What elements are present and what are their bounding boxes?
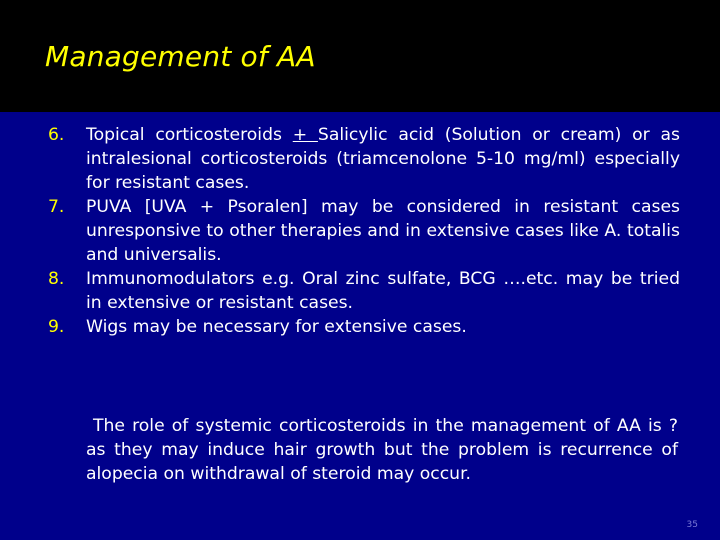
slide-body (0, 112, 720, 540)
list-item-text-start: Topical corticosteroids (86, 125, 293, 145)
list-item-number: 7. (48, 197, 65, 217)
page-number: 35 (686, 520, 698, 530)
list-item-text (86, 123, 680, 195)
list-item-text: PUVA [UVA + Psoralen] may be considered in resistant cases unresponsive to other therapies and in extensive cases like A. totalis and universalis. (86, 197, 680, 265)
list-item (48, 195, 680, 267)
slide-title: Management of AA (45, 40, 316, 73)
management-list (48, 123, 680, 339)
systemic-corticosteroids-note: The role of systemic corticosteroids in the management of AA is ? as they may induce hair growth but the problem is recurrence of alopecia on withdrawal of steroid may occur. (86, 416, 678, 484)
list-item-number: 8. (48, 269, 65, 289)
list-item (48, 267, 680, 315)
list-item (48, 315, 680, 339)
title-bar (0, 0, 720, 112)
list-item-text-end: Salicylic acid (Solution or cream) or as intralesional corticosteroids (triamcenolone 5-10 mg/ml) especially for resistant cases. (86, 125, 680, 193)
list-item-number: 6. (48, 125, 65, 145)
list-item-text: Immunomodulators e.g. Oral zinc sulfate, BCG ….etc. may be tried in extensive or resistant cases. (86, 269, 680, 313)
list-item-number: 9. (48, 317, 65, 337)
list-item-text: Wigs may be necessary for extensive cases. (86, 317, 467, 337)
plus-minus-symbol: + (292, 125, 318, 145)
list-item (48, 123, 680, 195)
